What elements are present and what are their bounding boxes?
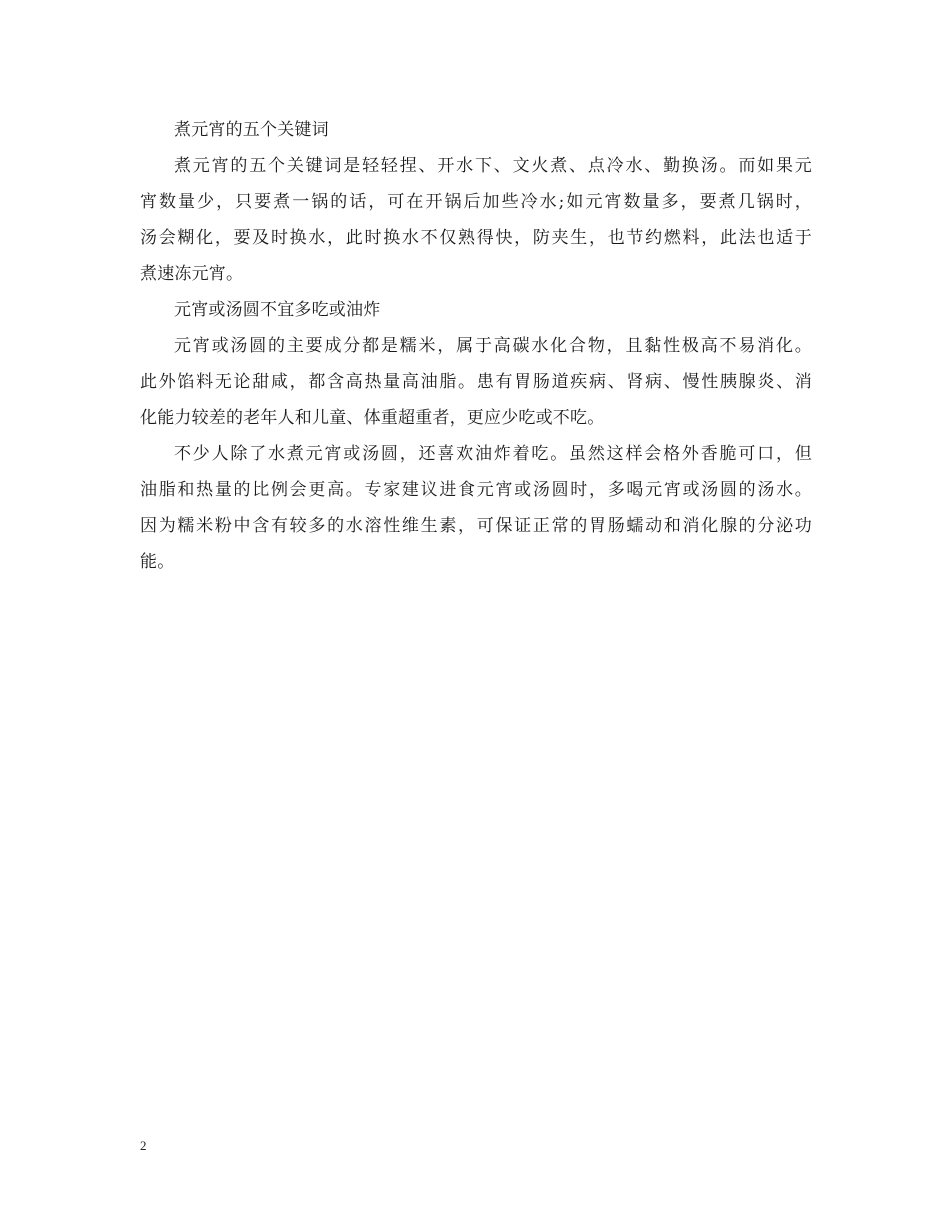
section-heading [140, 112, 812, 148]
paragraph-line: 化能力较差的老年人和儿童、体重超重者，更应少吃或不吃。 [140, 408, 605, 428]
section-heading-text: 元宵或汤圆不宜多吃或油炸 [174, 300, 381, 320]
paragraph-line: 煮速冻元宵。 [140, 264, 244, 284]
paragraph-line: 元宵或汤圆的主要成分都是糯米，属于高碳水化合物，且黏性极高不易消化。 [174, 336, 812, 356]
paragraph-line: 此外馅料无论甜咸，都含高热量高油脂。患有胃肠道疾病、肾病、慢性胰腺炎、消 [140, 372, 812, 392]
paragraph-line: 能。 [140, 552, 175, 572]
paragraph [140, 436, 812, 580]
paragraph-line: 煮元宵的五个关键词是轻轻捏、开水下、文火煮、点冷水、勤换汤。而如果元 [174, 156, 812, 176]
paragraph-line: 油脂和热量的比例会更高。专家建议进食元宵或汤圆时，多喝元宵或汤圆的汤水。 [140, 480, 812, 500]
paragraph [140, 148, 812, 292]
paragraph-line: 宵数量少，只要煮一锅的话，可在开锅后加些冷水;如元宵数量多，要煮几锅时， [140, 192, 812, 212]
paragraph-line: 不少人除了水煮元宵或汤圆，还喜欢油炸着吃。虽然这样会格外香脆可口，但 [174, 444, 812, 464]
document-body [140, 112, 812, 580]
section-heading-text: 煮元宵的五个关键词 [174, 120, 329, 140]
paragraph-line: 因为糯米粉中含有较多的水溶性维生素，可保证正常的胃肠蠕动和消化腺的分泌功 [140, 516, 812, 536]
page-number: 2 [140, 1138, 147, 1153]
paragraph-line: 汤会糊化，要及时换水，此时换水不仅熟得快，防夹生，也节约燃料，此法也适于 [140, 228, 812, 248]
section-heading [140, 292, 812, 328]
paragraph [140, 328, 812, 436]
